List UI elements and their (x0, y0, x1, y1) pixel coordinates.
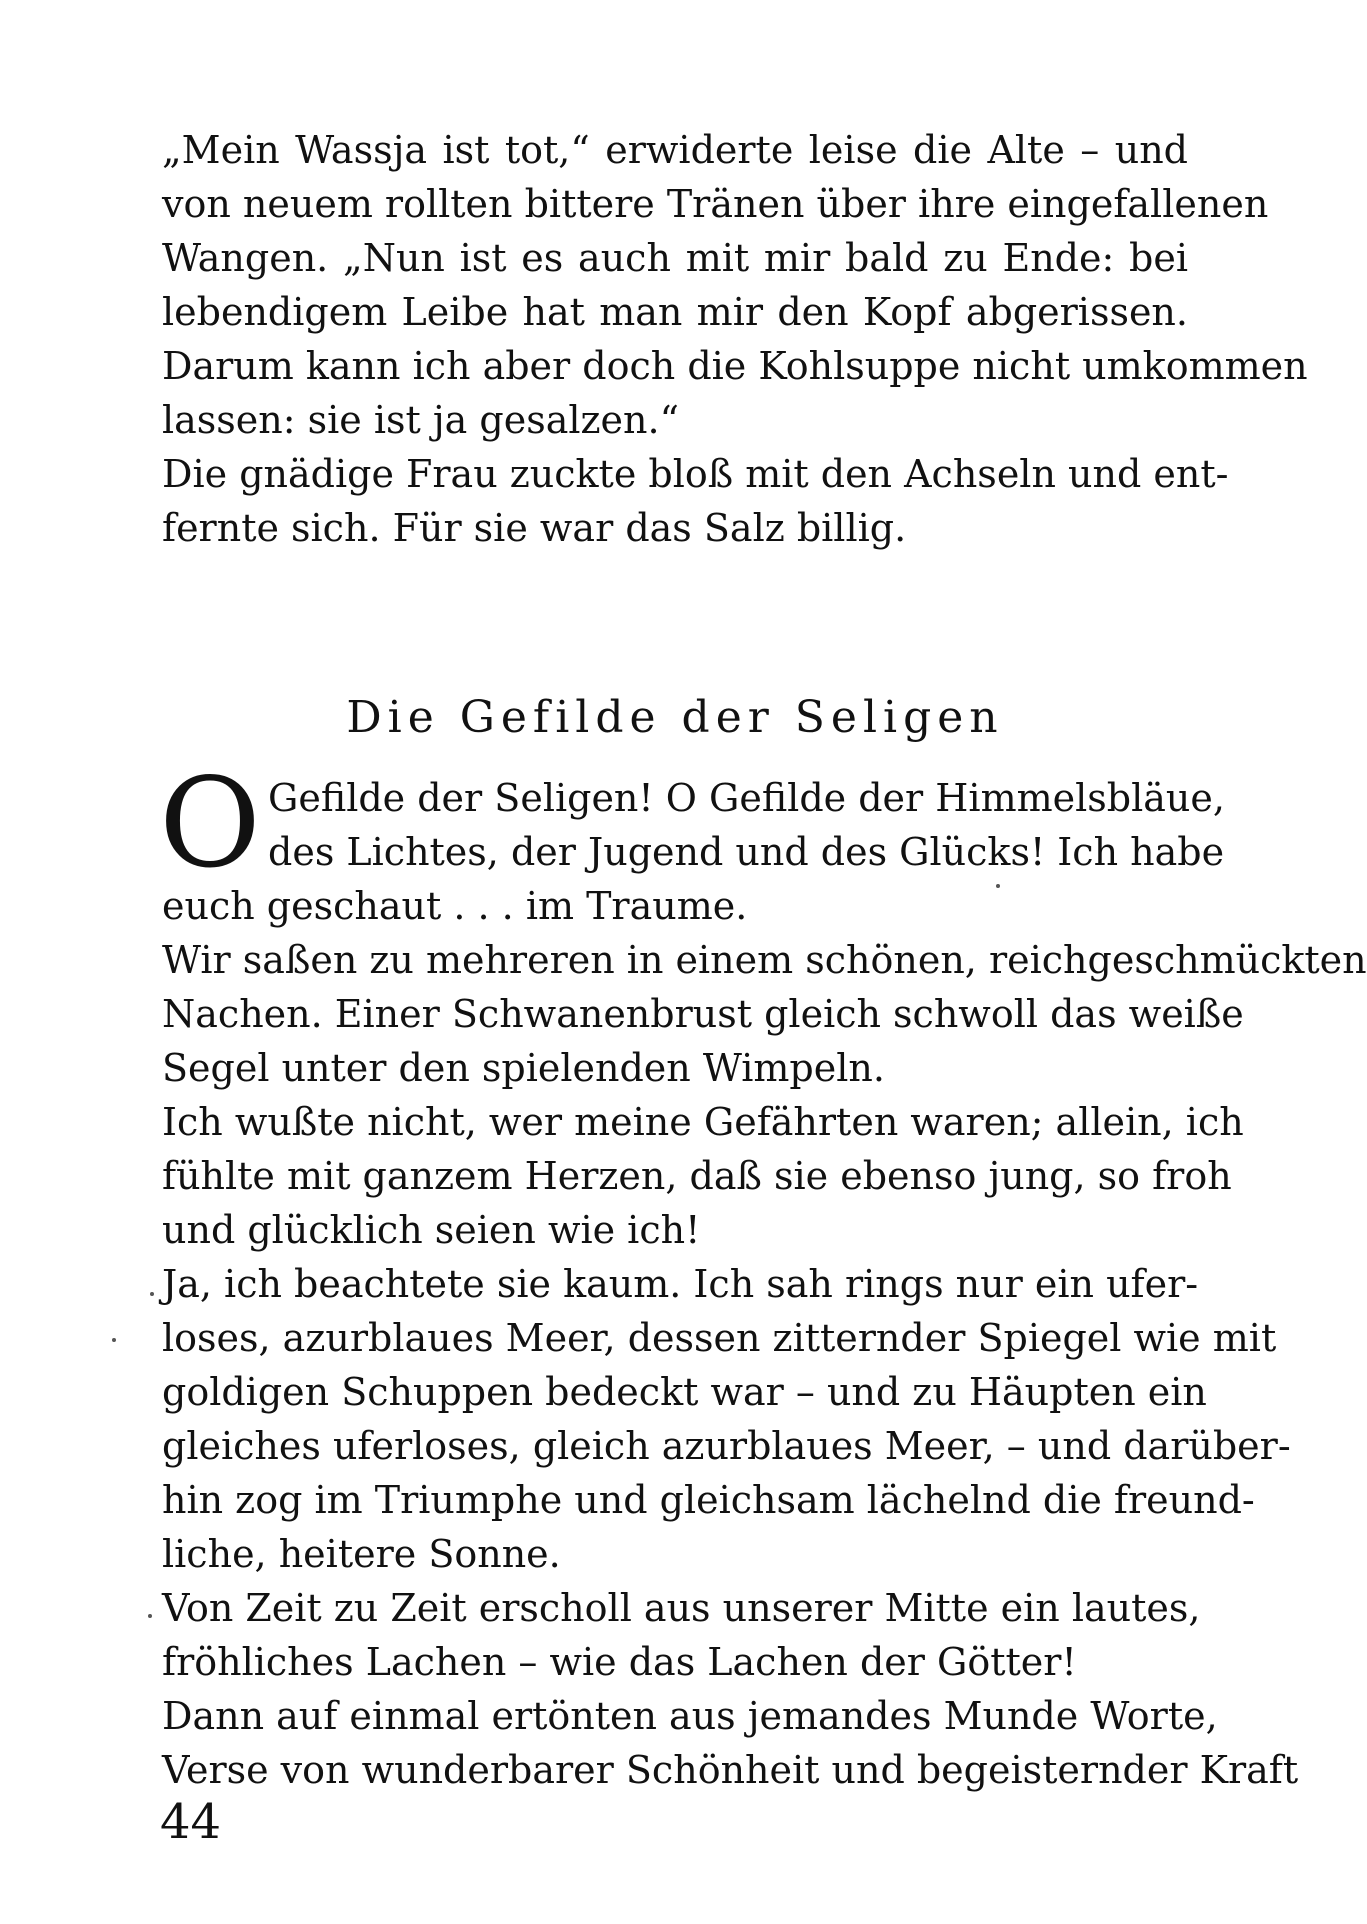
drop-cap: O (159, 752, 261, 896)
page-number: 44 (160, 1794, 222, 1850)
text-line: liche, heitere Sonne. (162, 1532, 561, 1576)
text-line: lebendigem Leibe hat man mir den Kopf abgerissen. (162, 290, 1188, 334)
text-line: Verse von wunderbarer Schönheit und begeisternder Kraft (162, 1748, 1299, 1792)
text-line: fröhliches Lachen – wie das Lachen der Götter! (162, 1640, 1077, 1684)
text-line: euch geschaut . . . im Traume. (162, 884, 748, 928)
chapter-title: Die Gefilde der Seligen (346, 692, 1004, 743)
text-line: gleiches uferloses, gleich azurblaues Meer, – und darüber- (162, 1424, 1291, 1468)
text-line: Von Zeit zu Zeit erscholl aus unserer Mitte ein lautes, (162, 1586, 1201, 1630)
text-line: Darum kann ich aber doch die Kohlsuppe nicht umkommen (162, 344, 1308, 388)
text-line: Wir saßen zu mehreren in einem schönen, reichgeschmückten (162, 938, 1367, 982)
text-line: fernte sich. Für sie war das Salz billig. (162, 506, 907, 550)
text-line: Dann auf einmal ertönten aus jemandes Munde Worte, (162, 1694, 1218, 1738)
text-line: loses, azurblaues Meer, dessen zitternder Spiegel wie mit (162, 1316, 1277, 1360)
text-line: und glücklich seien wie ich! (162, 1208, 701, 1252)
text-line: hin zog im Triumphe und gleichsam lächelnd die freund- (162, 1478, 1255, 1522)
text-line: „Mein Wassja ist tot,“ erwiderte leise die Alte – und (162, 128, 1188, 172)
scan-speck (150, 1292, 154, 1296)
text-line: lassen: sie ist ja gesalzen.“ (162, 398, 680, 442)
text-line: Ja, ich beachtete sie kaum. Ich sah rings nur ein ufer- (162, 1262, 1199, 1306)
text-line: Segel unter den spielenden Wimpeln. (162, 1046, 885, 1090)
text-line: fühlte mit ganzem Herzen, daß sie ebenso jung, so froh (162, 1154, 1232, 1198)
text-line: goldigen Schuppen bedeckt war – und zu Häupten ein (162, 1370, 1207, 1414)
scan-speck (996, 884, 1000, 888)
scan-speck (148, 1614, 152, 1618)
text-line: Gefilde der Seligen! O Gefilde der Himmelsbläue, (268, 776, 1225, 820)
text-line: des Lichtes, der Jugend und des Glücks! Ich habe (268, 830, 1225, 874)
text-line: von neuem rollten bittere Tränen über ihre eingefallenen (162, 182, 1269, 226)
text-line: Ich wußte nicht, wer meine Gefährten waren; allein, ich (162, 1100, 1244, 1144)
text-line: Wangen. „Nun ist es auch mit mir bald zu Ende: bei (162, 236, 1188, 280)
scan-speck (112, 1338, 116, 1342)
text-line: Nachen. Einer Schwanenbrust gleich schwoll das weiße (162, 992, 1244, 1036)
text-line: Die gnädige Frau zuckte bloß mit den Achseln und ent- (162, 452, 1229, 496)
